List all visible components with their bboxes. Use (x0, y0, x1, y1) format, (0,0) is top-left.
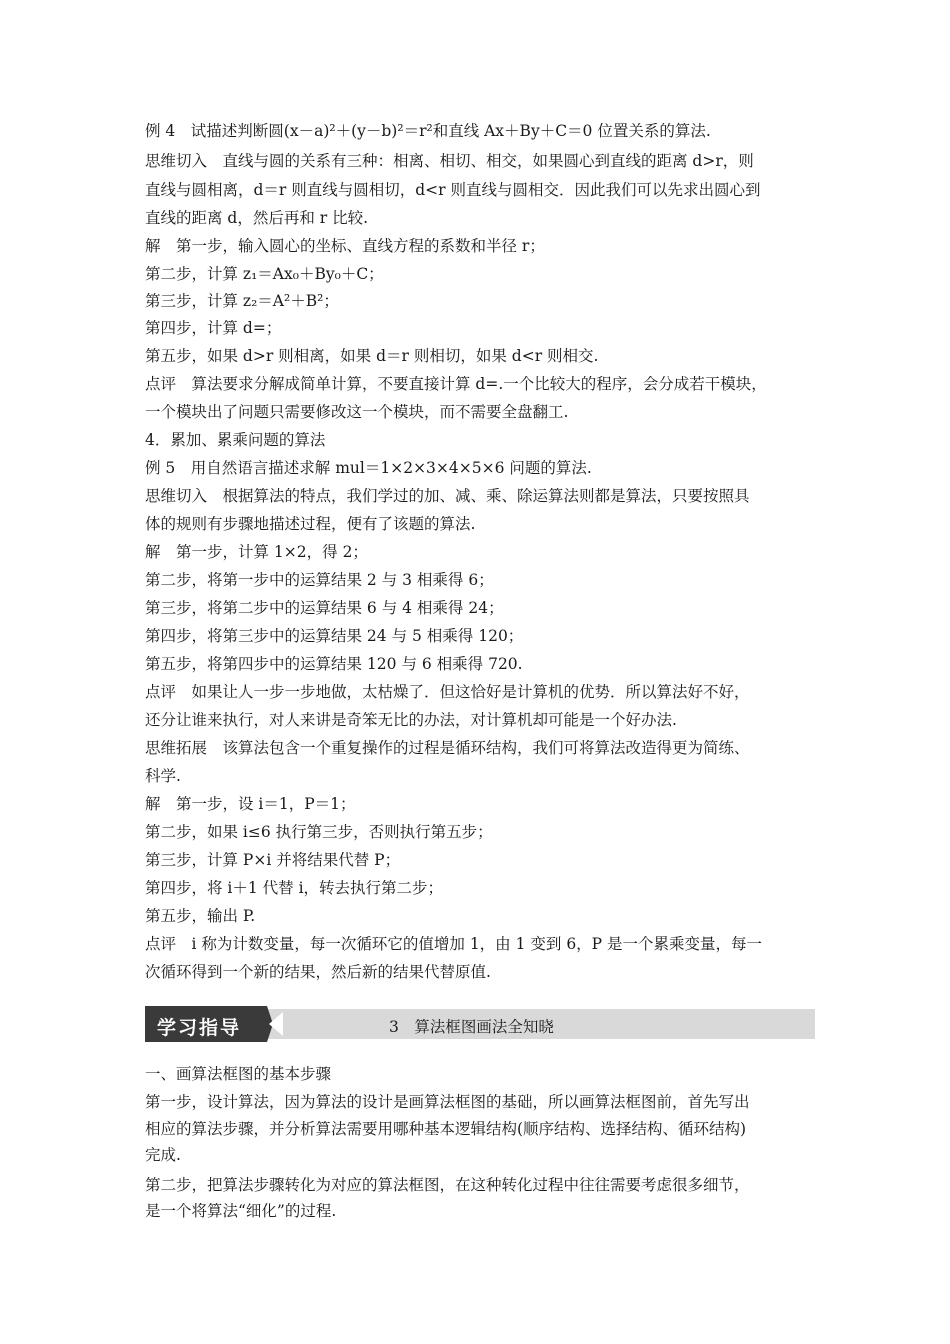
section-bar (145, 1006, 815, 1042)
text-line: 思维拓展 该算法包含一个重复操作的过程是循环结构，我们可将算法改造得更为简练、 (145, 739, 750, 757)
text-line: 还分让谁来执行，对人来讲是奇笨无比的办法，对计算机却可能是一个好办法. (145, 711, 677, 729)
text-line: 次循环得到一个新的结果，然后新的结果代替原值. (145, 963, 491, 981)
text-line: 第四步，计算 d=； (145, 319, 282, 337)
text-line: 第四步，将第三步中的运算结果 24 与 5 相乘得 120； (145, 627, 524, 645)
section-tab-label: 学习指导 (157, 1017, 242, 1039)
text-line: 第五步，如果 d>r 则相离，如果 d＝r 则相切，如果 d<r 则相交. (145, 347, 599, 365)
text-line: 第二步，把算法步骤转化为对应的算法框图，在这种转化过程中往往需要考虑很多细节， (145, 1176, 750, 1194)
text-line: 例 4 试描述判断圆(x－a)²＋(y－b)²＝r²和直线 Ax＋By＋C＝0 位置关系的算法. (145, 122, 711, 140)
text-line: 第三步，计算 P×i 并将结果代替 P； (145, 851, 401, 869)
text-line: 解 第一步，设 i＝1，P＝1； (145, 795, 356, 813)
text-line: 第二步，如果 i≤6 执行第三步，否则执行第五步； (145, 823, 493, 841)
text-line: 点评 算法要求分解成简单计算，不要直接计算 d=.一个比较大的程序，会分成若干模块， (145, 375, 767, 393)
arrow-left-icon (269, 1012, 283, 1036)
text-line: 解 第一步，计算 1×2，得 2； (145, 543, 368, 561)
text-line: 点评 i 称为计数变量，每一次循环它的值增加 1，由 1 变到 6，P 是一个累乘变量，每一 (145, 935, 763, 953)
text-line: 第一步，设计算法，因为算法的设计是画算法框图的基础，所以画算法框图前，首先写出 (145, 1093, 750, 1111)
text-line: 解 第一步，输入圆心的坐标、直线方程的系数和半径 r； (145, 237, 545, 255)
text-line: 第二步，计算 z₁＝Ax₀＋By₀＋C； (145, 265, 384, 283)
text-line: 第二步，将第一步中的运算结果 2 与 3 相乘得 6； (145, 571, 494, 589)
text-line: 点评 如果让人一步一步地做，太枯燥了．但这恰好是计算机的优势．所以算法好不好， (145, 683, 750, 701)
text-line: 例 5 用自然语言描述求解 mul＝1×2×3×4×5×6 问题的算法. (145, 459, 592, 477)
text-line: 思维切入 直线与圆的关系有三种：相离、相切、相交，如果圆心到直线的距离 d>r，则 (145, 152, 754, 170)
text-line: 一个模块出了问题只需要修改这一个模块，而不需要全盘翻工. (145, 403, 569, 421)
text-line: 完成. (145, 1146, 181, 1164)
text-line: 第三步，计算 z₂＝A²＋B²； (145, 292, 339, 310)
text-line: 体的规则有步骤地描述过程，便有了该题的算法. (145, 515, 476, 533)
text-line: 第四步，将 i＋1 代替 i，转去执行第二步； (145, 879, 444, 897)
text-line: 是一个将算法“细化”的过程. (145, 1202, 337, 1220)
section-heading: 一、画算法框图的基本步骤 (145, 1065, 332, 1083)
text-line: 思维切入 根据算法的特点，我们学过的加、减、乘、除运算法则都是算法，只要按照具 (145, 487, 750, 505)
text-line: 相应的算法步骤，并分析算法需要用哪种基本逻辑结构(顺序结构、选择结构、循环结构) (145, 1120, 747, 1138)
section-heading: 4．累加、累乘问题的算法 (145, 431, 326, 449)
text-line: 科学. (145, 767, 181, 785)
text-line: 直线与圆相离，d＝r 则直线与圆相切，d<r 则直线与圆相交．因此我们可以先求出圆心到 (145, 181, 761, 199)
text-line: 第五步，将第四步中的运算结果 120 与 6 相乘得 720. (145, 655, 523, 673)
text-line: 第五步，输出 P. (145, 907, 256, 925)
text-line: 直线的距离 d，然后再和 r 比较. (145, 209, 369, 227)
section-bar-heading: 3 算法框图画法全知晓 (389, 1018, 554, 1036)
text-line: 第三步，将第二步中的运算结果 6 与 4 相乘得 24； (145, 599, 504, 617)
